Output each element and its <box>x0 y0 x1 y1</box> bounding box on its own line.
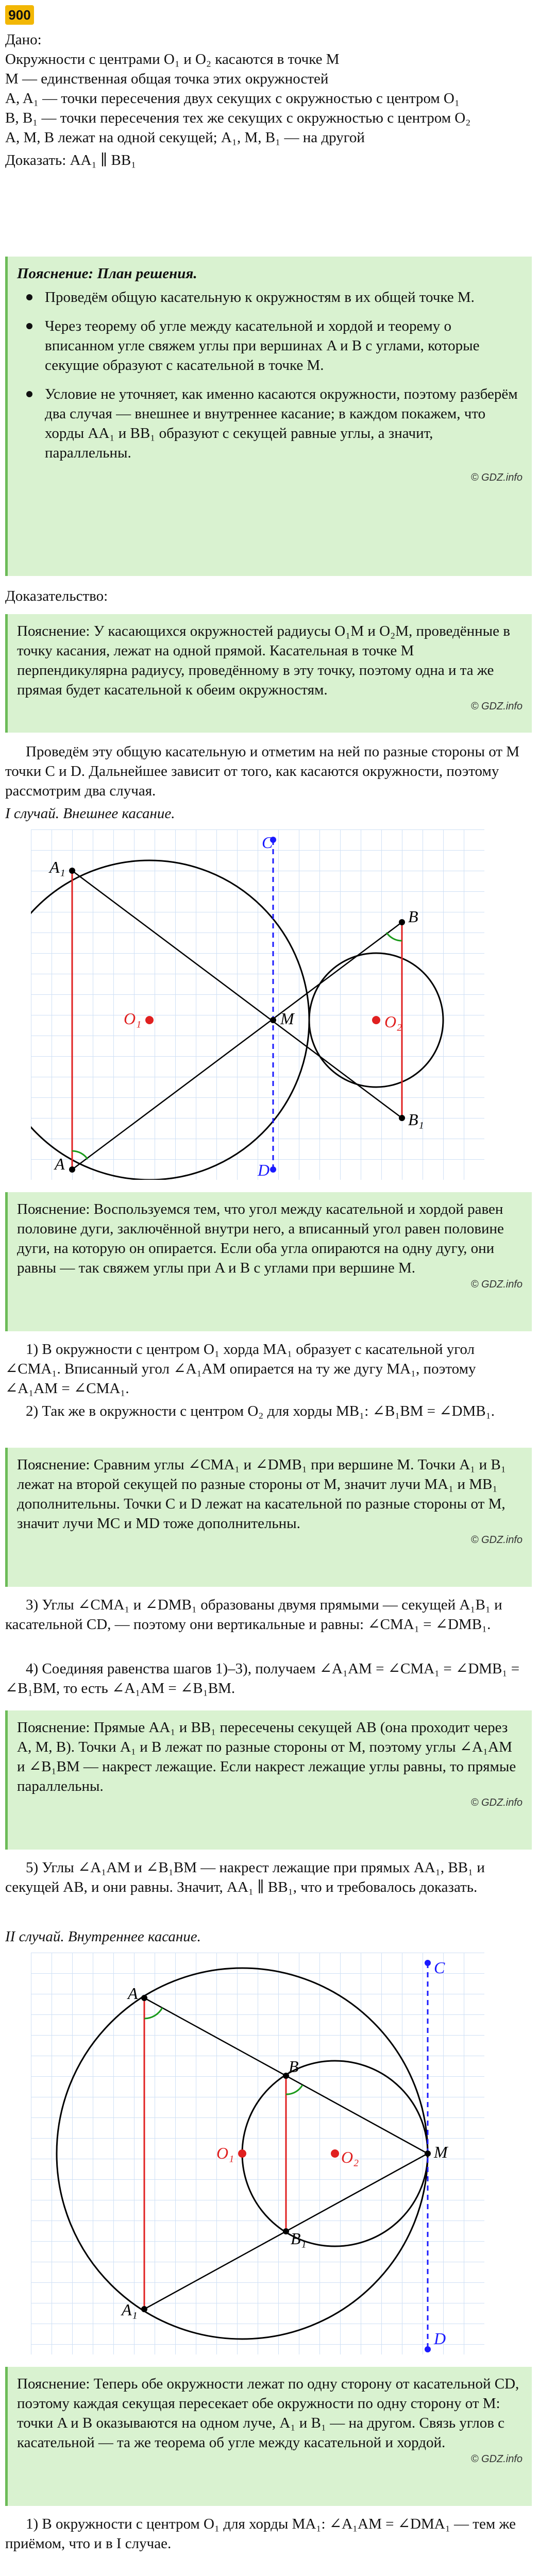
label-a1: A₁ <box>122 2300 138 2319</box>
center-o2-dot <box>331 2149 339 2158</box>
secant-a-b <box>72 922 402 1170</box>
label-b: B <box>408 907 418 926</box>
point-b1-dot <box>283 2228 289 2234</box>
label-b1: B₁ <box>408 1110 424 1129</box>
label-m: M <box>280 1009 294 1028</box>
center-o2-dot <box>372 1016 380 1024</box>
point-m-dot <box>270 1017 276 1023</box>
angle-mark-b <box>386 933 402 941</box>
label-b1: B₁ <box>291 2229 307 2248</box>
point-c-dot <box>425 1960 431 1966</box>
note-tangent <box>5 614 532 733</box>
point-a1-dot <box>141 2306 147 2312</box>
figure-1-svg <box>31 829 484 1180</box>
figure-2-svg <box>31 1953 484 2354</box>
plan-list <box>17 287 523 463</box>
step-4: 4) Соединяя равенства шагов 1)–3), получаем ∠A₁AM = ∠CMA₁ = ∠DMB₁ = ∠B₁BM, то есть ∠A₁AM = ∠B₁BM. <box>5 1660 520 1697</box>
problem-number-badge: 900 <box>5 5 34 25</box>
given-line: B, B₁ — точки пересечения тех же секущих с окружностью с центром O₂ <box>5 110 471 126</box>
given-line: M — единственная общая точка этих окружностей <box>5 71 329 87</box>
note-text: Пояснение: Воспользуемся тем, что угол между касательной и хордой равен половине дуги, заключённой внутри него, а вписанный угол равен половине дуги, на которую он опирается. Если оба угла опираются на одну дугу, они равны — так свяжем углы при A и B с углами при вершине M. <box>17 1201 504 1276</box>
label-m: M <box>434 2143 448 2161</box>
note-text: Пояснение: У касающихся окружностей радиусы O₁M и O₂M, проведённые в точку касания, лежат на одной прямой. Касательная в точке M перпендикулярна радиусу, проведённому в эту точку, поэтому одна и та же прямая будет касательной к обеим окружностям. <box>17 623 510 698</box>
figure-internal-tangency <box>31 1953 484 2354</box>
note-angles-theory <box>5 1192 532 1331</box>
plan-title: Пояснение: План решения. <box>17 265 197 282</box>
note-text: Пояснение: Прямые AA₁ и BB₁ пересечены секущей AB (она проходит через A, M, B). Точки A₁ и B лежат по разные стороны от M, поэтому углы ∠A₁AM и ∠B₁BM — накрест лежащие. Если накрест лежащие углы равны, то прямые параллельны. <box>17 1719 516 1794</box>
plan-note <box>5 257 532 576</box>
point-d-dot <box>425 2346 431 2352</box>
label-a: A <box>128 1984 138 2003</box>
point-a-dot <box>69 1166 75 1173</box>
label-o2: O₂ <box>341 2148 359 2166</box>
given-label: Дано: <box>5 31 42 48</box>
note-alternate-angles <box>5 1710 532 1850</box>
step-5: 5) Углы ∠A₁AM и ∠B₁BM — накрест лежащие при прямых AA₁, BB₁ и секущей AB, и они равны. Значит, AA₁ ∥ BB₁, что и требовалось доказать. <box>5 1859 485 1895</box>
step-2: 2) Так же в окружности с центром O₂ для хорды MB₁: ∠B₁BM = ∠DMB₁. <box>26 1403 495 1419</box>
figure-external-tangency <box>31 829 484 1180</box>
point-a-dot <box>141 1995 147 2001</box>
watermark: © GDZ.info <box>470 1797 523 1808</box>
plan-item: Проведём общую касательную к окружностям в их общей точке M. <box>17 287 523 307</box>
label-d: D <box>258 1161 270 1179</box>
label-d: D <box>434 2329 446 2348</box>
label-c: C <box>434 1958 445 1977</box>
note-text: Пояснение: Сравним углы ∠CMA₁ и ∠DMB₁ при вершине M. Точки A₁ и B₁ лежат на второй секущей по разные стороны от M, значит лучи MA₁ и MB₁ дополнительны. Точки C и D лежат на касательной по разные стороны от M, значит лучи MC и MD тоже дополнительны. <box>17 1456 506 1532</box>
label-a1: A₁ <box>49 858 65 876</box>
step-3: 3) Углы ∠CMA₁ и ∠DMB₁ образованы двумя прямыми — секущей A₁B₁ и касательной CD, — поэтому они вертикальные и равны: ∠CMA₁ = ∠DMB₁. <box>5 1597 502 1633</box>
watermark: © GDZ.info <box>470 701 523 712</box>
step-1: 1) В окружности с центром O₁ хорда MA₁ образует с касательной угол ∠CMA₁. Вписанный угол ∠A₁AM опирается на ту же дугу MA₁, поэтому ∠A₁AM = ∠CMA₁. <box>5 1341 476 1397</box>
plan-item: Условие не уточняет, как именно касаются окружности, поэтому разберём два случая — внешнее и внутреннее касание; в каждом покажем, что хорды AA₁ и BB₁ образуют с секущей равные углы, а значит, параллельны. <box>17 384 523 463</box>
watermark: © GDZ.info <box>470 1279 523 1290</box>
point-b-dot <box>399 919 405 925</box>
label-c: C <box>262 833 273 852</box>
label-b: B <box>289 2057 299 2076</box>
plan-item: Через теорему об угле между касательной и хордой и теорему о вписанном угле свяжем углы при вершинах A и B с углами, которые секущие образуют с касательной в точке M. <box>17 316 523 375</box>
label-o1: O₁ <box>216 2144 234 2162</box>
prove-statement: Доказать: AA₁ ∥ BB₁ <box>5 152 137 168</box>
case-1-title: I случай. Внешнее касание. <box>5 805 175 822</box>
given-line: Окружности с центрами O₁ и O₂ касаются в точке M <box>5 51 340 67</box>
given-line: A, A₁ — точки пересечения двух секущих с окружностью с центром O₁ <box>5 90 460 107</box>
note-vertical-angles <box>5 1448 532 1587</box>
point-m-dot <box>425 2150 431 2157</box>
para-tangent: Проведём эту общую касательную и отметим на ней по разные стороны от M точки C и D. Дальнейшее зависит от того, как касаются окружности, поэтому рассмотрим два случая. <box>5 743 520 799</box>
step-ii-1: 1) В окружности с центром O₁ для хорды MA₁: ∠A₁AM = ∠DMA₁ — тем же приёмом, что и в I случае. <box>5 2516 516 2552</box>
angle-mark-a <box>144 2008 162 2019</box>
proof-label: Доказательство: <box>5 588 108 604</box>
angle-mark-a <box>72 1151 88 1159</box>
note-text: Пояснение: Теперь обе окружности лежат по одну сторону от касательной CD, поэтому каждая секущая пересекает обе окружности по одну сторону от M: точки A и B оказываются на одном луче, A₁ и B₁ — на другом. Связь углов с касательной — та же теорема об угле между касательной и хордой. <box>17 2376 519 2451</box>
watermark: © GDZ.info <box>470 1534 523 1546</box>
given-line: A, M, B лежат на одной секущей; A₁, M, B₁ — на другой <box>5 129 365 146</box>
label-o1: O₁ <box>124 1009 142 1028</box>
watermark: © GDZ.info <box>470 2453 523 2465</box>
point-a1-dot <box>69 868 75 874</box>
secant-a1-b1 <box>72 871 402 1118</box>
case-2-title: II случай. Внутреннее касание. <box>5 1928 201 1945</box>
center-o1-dot <box>238 2149 246 2158</box>
angle-mark-b <box>286 2085 302 2094</box>
center-o1-dot <box>145 1016 154 1024</box>
label-o2: O₂ <box>384 1012 402 1031</box>
given-block <box>5 30 532 170</box>
note-internal-case <box>5 2367 532 2506</box>
point-b1-dot <box>399 1115 405 1121</box>
label-a: A <box>55 1155 65 1173</box>
point-d-dot <box>270 1166 276 1173</box>
watermark: © GDZ.info <box>470 472 523 483</box>
